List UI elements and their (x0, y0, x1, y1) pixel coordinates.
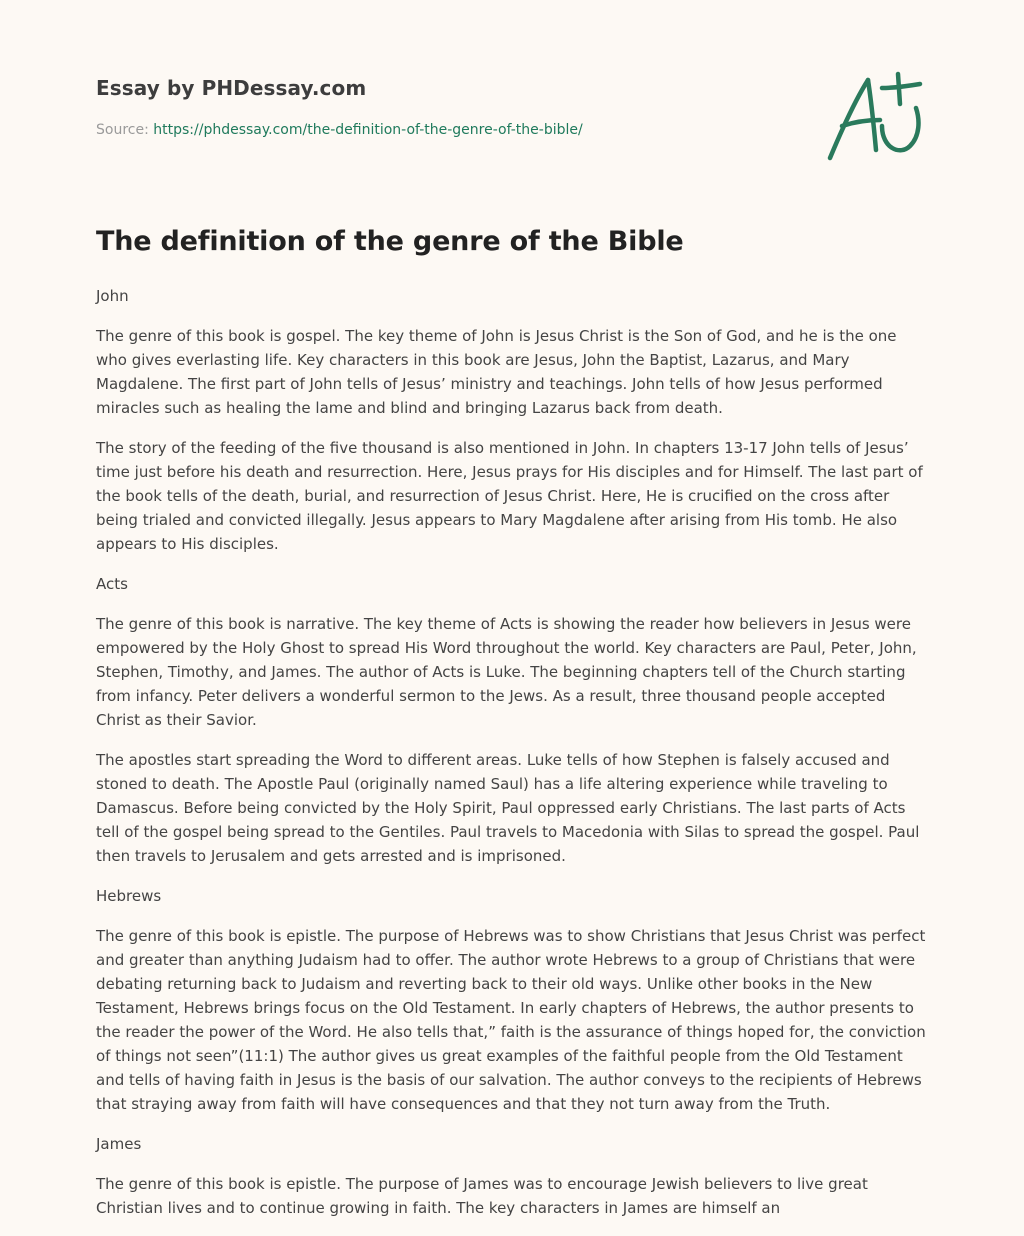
paragraph: The apostles start spreading the Word to different areas. Luke tells of how Stephen is falsely accused and stoned to death. The Apostle Paul (originally named Saul) has a life altering experience while traveling to Damascus. Before being convicted by the Holy Spirit, Paul oppressed early Christians. The last parts of Acts tell of the gospel being spread to the Gentiles. Paul travels to Macedonia with Silas to spread the gospel. Paul then travels to Jerusalem and gets arrested and is imprisoned. (96, 751, 920, 865)
paragraph: The genre of this book is narrative. The key theme of Acts is showing the reader how believers in Jesus were empowered by the Holy Ghost to spread His Word throughout the world. Key characters are Paul, Peter, John, Stephen, Timothy, and James. The author of Acts is Luke. The beginning chapters tell of the Church starting from infancy. Peter delivers a wonderful sermon to the Jews. As a result, three thousand people accepted Christ as their Savior. (96, 615, 917, 729)
paragraph: The genre of this book is gospel. The key theme of John is Jesus Christ is the Son of God, and he is the one who gives everlasting life. Key characters in this book are Jesus, John the Baptist, Lazarus, and Mary Magdalene. The first part of John tells of Jesus’ ministry and teachings. John tells of how Jesus performed miracles such as healing the lame and blind and bringing Lazarus back from death. (96, 327, 897, 417)
a-plus-logo-icon (820, 66, 928, 166)
paragraph: The genre of this book is epistle. The purpose of Hebrews was to show Christians that Jesus Christ was perfect and greater than anything Judaism had to offer. The author wrote Hebrews to a group of Christians that were debating returning back to Judaism and reverting back to their old ways. Unlike other books in the New Testament, Hebrews brings focus on the Old Testament. In early chapters of Hebrews, the author presents to the reader the power of the Word. He also tells that,” faith is the assurance of things hoped for, the conviction of things not seen”(11:1) The author gives us great examples of the faithful people from the Old Testament and tells of having faith in Jesus is the basis of our salvation. The author conveys to the recipients of Hebrews that straying away from faith will have consequences and that they not turn away from the Truth. (96, 927, 926, 1113)
page-header (96, 76, 928, 138)
site-title: Essay by PHDessay.com (96, 76, 367, 100)
section-heading-john: John (96, 287, 129, 305)
document-title: The definition of the genre of the Bible (96, 226, 684, 257)
paragraph: The genre of this book is epistle. The purpose of James was to encourage Jewish believers to live great Christian lives and to continue growing in faith. The key characters in James are himself an (96, 1175, 868, 1217)
section-heading-acts: Acts (96, 575, 128, 593)
section-heading-james: James (96, 1135, 142, 1153)
section-heading-hebrews: Hebrews (96, 887, 162, 905)
essay-body (96, 284, 932, 1236)
source-link[interactable]: https://phdessay.com/the-definition-of-the-genre-of-the-bible/ (153, 122, 583, 138)
source-line (96, 122, 928, 138)
source-label: Source: (96, 122, 154, 138)
paragraph: The story of the feeding of the five thousand is also mentioned in John. In chapters 13-17 John tells of Jesus’ time just before his death and resurrection. Here, Jesus prays for His disciples and for Himself. The last part of the book tells of the death, burial, and resurrection of Jesus Christ. Here, He is crucified on the cross after being trialed and convicted illegally. Jesus appears to Mary Magdalene after arising from His tomb. He also appears to His disciples. (96, 439, 923, 553)
